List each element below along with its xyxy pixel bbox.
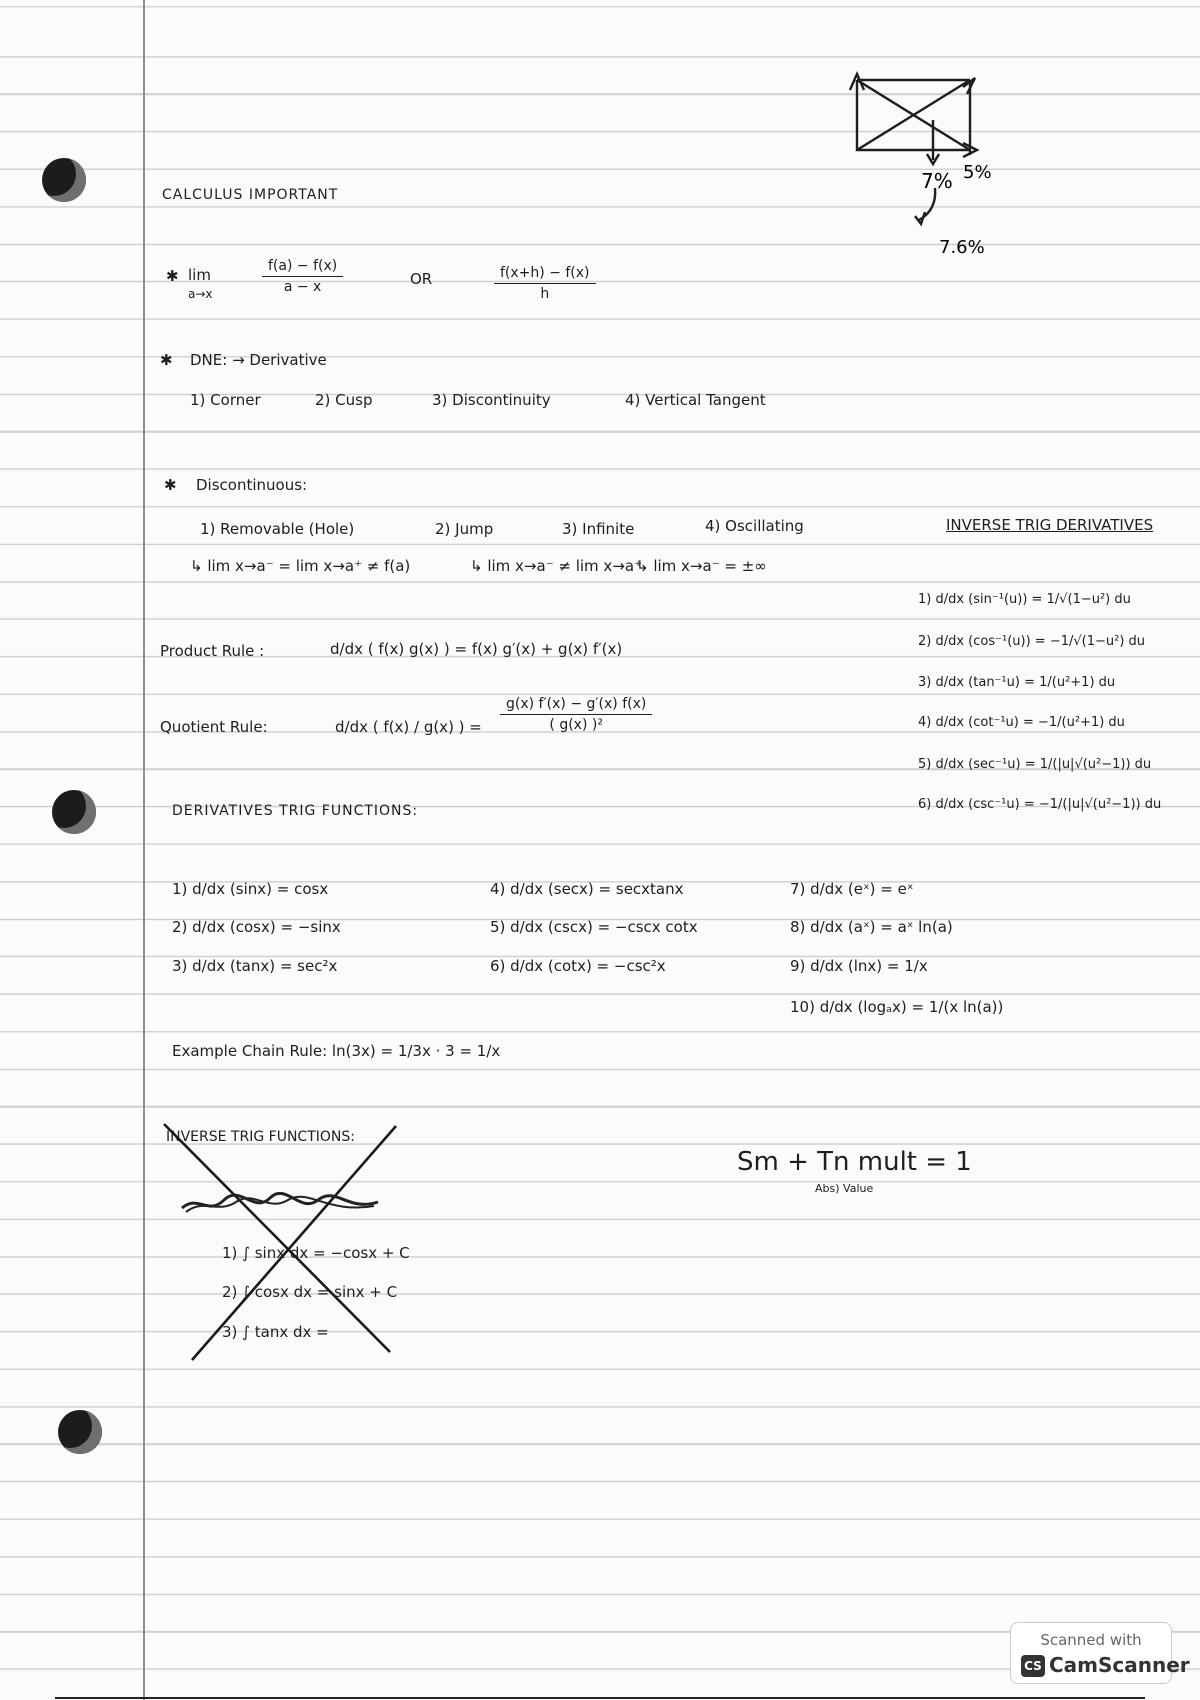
- inverse-trig-derivative: 2) d/dx (cos⁻¹(u)) = −1/√(1−u²) du: [918, 634, 1146, 649]
- lim-subscript: a→x: [188, 287, 213, 301]
- camscanner-logo-icon: CS: [1021, 1655, 1045, 1677]
- inverse-trig-derivative: 1) d/dx (sin⁻¹(u)) = 1/√(1−u²) du: [918, 592, 1131, 607]
- product-rule-formula: d/dx ( f(x) g(x) ) = f(x) g′(x) + g(x) f′(x): [330, 640, 623, 658]
- camscanner-badge: [1010, 1622, 1190, 1684]
- side-note: Sm + Tn mult = 1: [737, 1147, 972, 1177]
- bottom-rule: [55, 1697, 1145, 1699]
- sketch-label-2: 5%: [963, 162, 992, 183]
- sketch-label-1: 7%: [921, 169, 953, 193]
- trig-derivative: 2) d/dx (cosx) = −sinx: [172, 918, 341, 936]
- frac2-numerator: f(x+h) − f(x): [494, 265, 596, 284]
- crossed-heading: INVERSE TRIG FUNCTIONS:: [166, 1129, 355, 1145]
- dne-item: 3) Discontinuity: [432, 391, 551, 409]
- trig-derivative: 10) d/dx (logₐx) = 1/(x ln(a)): [790, 998, 1004, 1016]
- binder-hole-3: [58, 1410, 102, 1454]
- corner-sketch: [845, 60, 1010, 260]
- bullet: ✱: [160, 351, 173, 369]
- dne-item: 2) Cusp: [315, 391, 373, 409]
- trig-derivative: 1) d/dx (sinx) = cosx: [172, 880, 329, 898]
- discontinuous-heading: Discontinuous:: [196, 476, 308, 494]
- inverse-trig-derivative: 4) d/dx (cot⁻¹u) = −1/(u²+1) du: [918, 715, 1125, 730]
- product-rule-label: Product Rule :: [160, 642, 265, 660]
- trig-derivative: 5) d/dx (cscx) = −cscx cotx: [490, 918, 698, 936]
- bullet: ✱: [166, 267, 179, 285]
- discontinuity-type: 2) Jump: [435, 520, 494, 538]
- cross-out-mark: [160, 1118, 400, 1368]
- crossed-item: 3) ∫ tanx dx =: [222, 1323, 329, 1341]
- inverse-trig-derivative: 6) d/dx (csc⁻¹u) = −1/(|u|√(u²−1)) du: [918, 797, 1162, 812]
- dne-heading: DNE: → Derivative: [190, 351, 327, 369]
- trig-derivative: 8) d/dx (aˣ) = aˣ ln(a): [790, 918, 953, 936]
- limit-condition: ↳ lim x→a⁻ = lim x→a⁺ ≠ f(a): [190, 557, 411, 575]
- frac1-numerator: f(a) − f(x): [262, 258, 343, 277]
- quotient-rule-fraction: [500, 696, 652, 733]
- difference-quotient-2: [494, 265, 596, 302]
- limit-condition: ↳ lim x→a⁻ ≠ lim x→a⁺: [470, 557, 642, 575]
- discontinuity-type: 1) Removable (Hole): [200, 520, 355, 538]
- dne-item: 4) Vertical Tangent: [625, 391, 766, 409]
- inverse-trig-derivative: 5) d/dx (sec⁻¹u) = 1/(|u|√(u²−1)) du: [918, 757, 1152, 772]
- quotient-numerator: g(x) f′(x) − g′(x) f(x): [500, 696, 652, 715]
- difference-quotient-1: [262, 258, 343, 295]
- quotient-denominator: ( g(x) )²: [549, 717, 603, 733]
- discontinuity-type: 3) Infinite: [562, 520, 635, 538]
- bullet: ✱: [164, 476, 177, 494]
- side-note-sub: Abs) Value: [815, 1182, 874, 1195]
- trig-derivative: 4) d/dx (secx) = secxtanx: [490, 880, 684, 898]
- or-word: OR: [410, 270, 433, 288]
- badge-line-1: Scanned with: [1040, 1631, 1142, 1649]
- crossed-item: 2) ∫ cosx dx = sinx + C: [222, 1283, 398, 1301]
- inverse-trig-derivatives-heading: INVERSE TRIG DERIVATIVES: [946, 516, 1154, 534]
- trig-derivative: 3) d/dx (tanx) = sec²x: [172, 957, 338, 975]
- inverse-trig-derivative: 3) d/dx (tan⁻¹u) = 1/(u²+1) du: [918, 675, 1116, 690]
- binder-hole-1: [42, 158, 86, 202]
- trig-derivative: 9) d/dx (lnx) = 1/x: [790, 957, 928, 975]
- sketch-label-3: 7.6%: [939, 237, 985, 258]
- quotient-rule-lhs: d/dx ( f(x) / g(x) ) =: [335, 718, 482, 736]
- frac2-denominator: h: [540, 286, 550, 302]
- dne-item: 1) Corner: [190, 391, 261, 409]
- discontinuity-type: 4) Oscillating: [705, 517, 804, 535]
- limit-condition: ↳ lim x→a⁻ = ±∞: [636, 557, 767, 575]
- badge-line-2: CamScanner: [1049, 1653, 1190, 1677]
- margin-line: [143, 0, 145, 1700]
- binder-hole-2: [52, 790, 96, 834]
- page-title: CALCULUS IMPORTANT: [162, 187, 339, 203]
- frac1-denominator: a − x: [283, 279, 322, 295]
- chain-rule-example: Example Chain Rule: ln(3x) = 1/3x · 3 = 1/x: [172, 1042, 501, 1060]
- quotient-rule-label: Quotient Rule:: [160, 718, 268, 736]
- lim-word: lim: [188, 266, 211, 284]
- trig-derivatives-heading: DERIVATIVES TRIG FUNCTIONS:: [172, 803, 419, 819]
- trig-derivative: 6) d/dx (cotx) = −csc²x: [490, 957, 666, 975]
- trig-derivative: 7) d/dx (eˣ) = eˣ: [790, 880, 914, 898]
- crossed-item: 1) ∫ sinx dx = −cosx + C: [222, 1244, 410, 1262]
